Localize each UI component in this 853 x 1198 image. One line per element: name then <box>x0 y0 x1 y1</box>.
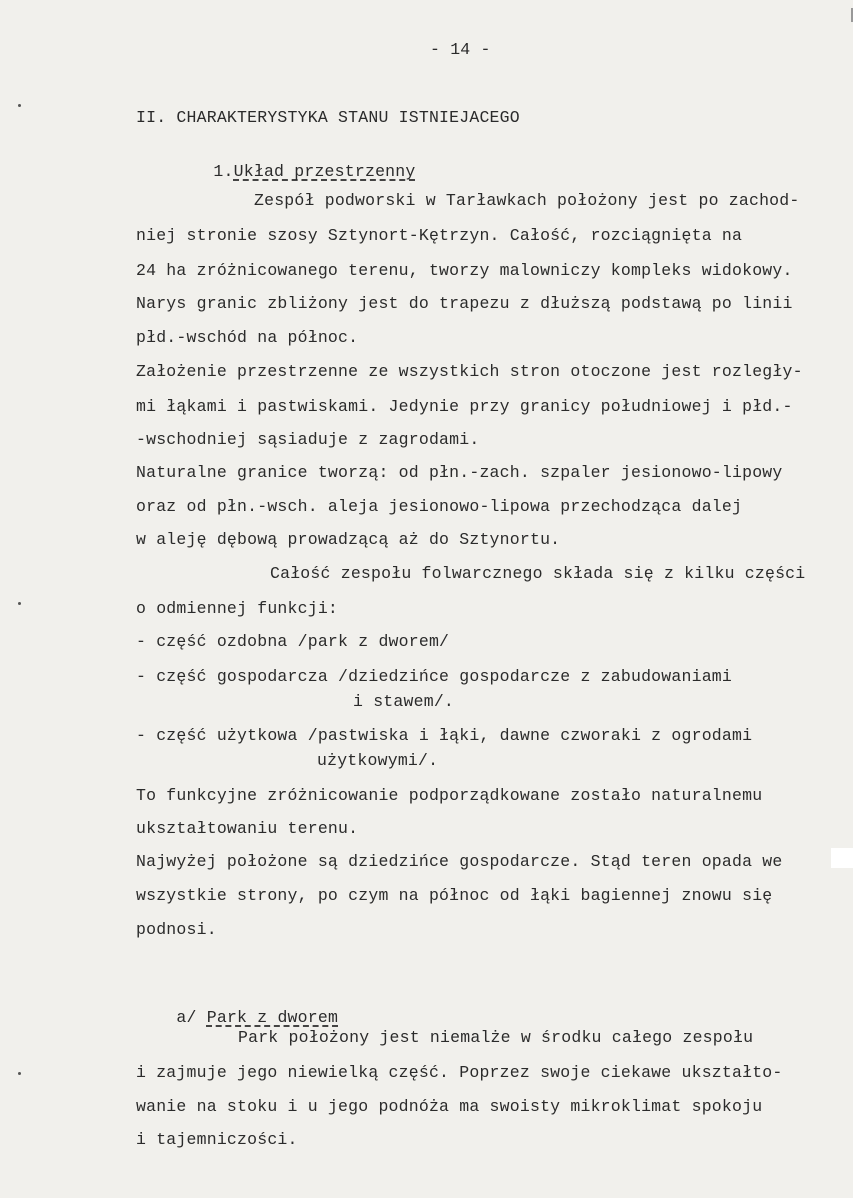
text-line: Założenie przestrzenne ze wszystkich stron otoczone jest rozległy- <box>136 362 803 381</box>
text-line: oraz od płn.-wsch. aleja jesionowo-lipowa przechodząca dalej <box>136 497 743 516</box>
margin-mark <box>18 602 21 605</box>
text-line: wanie na stoku i u jego podnóża ma swoisty mikroklimat spokoju <box>136 1097 763 1116</box>
text-line: Zespół podworski w Tarławkach położony jest po zachod- <box>254 191 800 210</box>
margin-mark <box>18 104 21 107</box>
margin-mark <box>18 1072 21 1075</box>
subsection-title: Układ przestrzenny <box>233 162 416 181</box>
text-line: podnosi. <box>136 920 217 939</box>
text-line: Narys granic zbliżony jest do trapezu z dłuższą podstawą po linii <box>136 294 793 313</box>
section-heading: II. CHARAKTERYSTYKA STANU ISTNIEJACEGO <box>136 108 520 127</box>
text-line: o odmiennej funkcji: <box>136 599 339 618</box>
scan-artifact <box>831 848 853 868</box>
text-line: Park położony jest niemalże w środku całego zespołu <box>238 1028 754 1047</box>
list-item: - część ozdobna /park z dworem/ <box>136 632 450 651</box>
subsection-a-title: Park z dworem <box>206 1008 339 1027</box>
text-line: niej stronie szosy Sztynort-Kętrzyn. Całość, rozciągnięta na <box>136 226 743 245</box>
text-line: Całość zespołu folwarcznego składa się z kilku części <box>270 564 806 583</box>
text-line: -wschodniej sąsiaduje z zagrodami. <box>136 430 480 449</box>
text-line: ukształtowaniu terenu. <box>136 819 359 838</box>
text-line: i zajmuje jego niewielką część. Poprzez swoje ciekawe ukształto- <box>136 1063 783 1082</box>
list-item: - część gospodarcza /dziedzińce gospodarcze z zabudowaniami <box>136 667 732 686</box>
subsection-a-label: a/ <box>176 1008 207 1027</box>
text-line: 24 ha zróżnicowanego terenu, tworzy malowniczy kompleks widokowy. <box>136 261 793 280</box>
list-item-continuation: użytkowymi/. <box>317 751 439 770</box>
text-line: i tajemniczości. <box>136 1130 298 1149</box>
text-line: Naturalne granice tworzą: od płn.-zach. szpaler jesionowo-lipowy <box>136 463 783 482</box>
text-line: mi łąkami i pastwiskami. Jedynie przy granicy południowej i płd.- <box>136 397 793 416</box>
text-line: płd.-wschód na północ. <box>136 328 359 347</box>
subsection-number: 1. <box>213 162 234 181</box>
text-line: Najwyżej położone są dziedzińce gospodarcze. Stąd teren opada we <box>136 852 783 871</box>
list-item-continuation: i stawem/. <box>353 692 455 711</box>
page-number: - 14 - <box>430 40 491 59</box>
text-line: To funkcyjne zróżnicowanie podporządkowane zostało naturalnemu <box>136 786 763 805</box>
text-line: w aleję dębową prowadzącą aż do Sztynortu. <box>136 530 561 549</box>
list-item: - część użytkowa /pastwiska i łąki, dawne czworaki z ogrodami <box>136 726 753 745</box>
text-line: wszystkie strony, po czym na północ od łąki bagiennej znowu się <box>136 886 773 905</box>
